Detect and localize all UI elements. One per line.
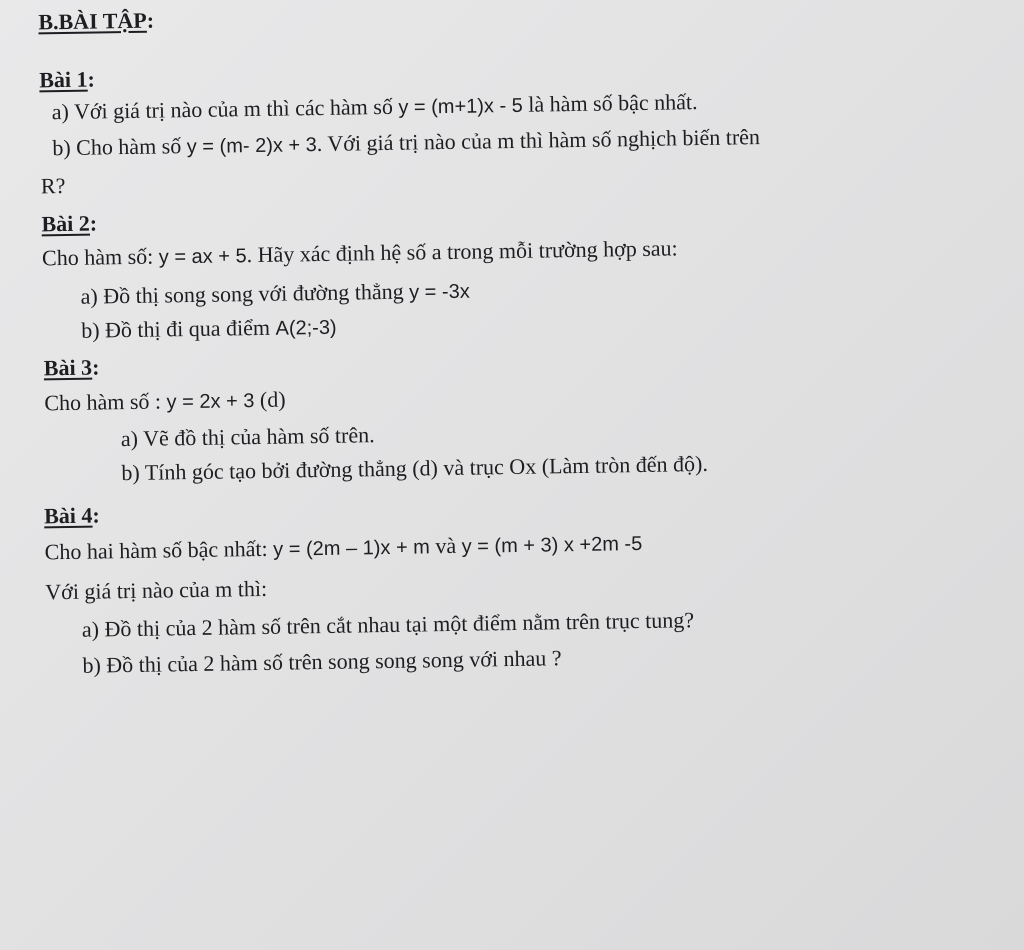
bai3-intro-math: y = 2x + 3 [166,390,255,414]
bai3-heading-colon: : [91,354,100,380]
bai4-heading-text: Bài 4 [43,502,93,529]
bai2-b-math: A(2;-3) [275,316,337,340]
bai1-b-prefix: b) Cho hàm số [52,133,187,161]
bai4-heading-colon: : [92,502,100,528]
bai2-a-math: y = -3x [408,280,470,304]
bai4-heading [44,502,100,529]
bai3-heading [44,354,100,381]
bai2-part-a [80,278,469,311]
bai1-b-math: y = (m- 2)x + 3 [186,134,317,159]
bai4-question: Với giá trị nào của m thì: [45,575,268,605]
bai3-part-b: b) Tính góc tạo bởi đường thẳng (d) và trục Ox (Làm tròn đến độ). [121,450,709,486]
bai4-intro-mid: và [429,532,462,559]
bai1-part-b-continued: R? [40,172,66,199]
section-title-colon: : [146,7,155,33]
bai3-part-a: a) Vẽ đồ thị của hàm số trên. [120,422,375,452]
bai2-b-prefix: b) Đồ thị đi qua điểm [81,314,276,343]
bai1-b-suffix: . Với giá trị nào của m thì hàm số nghịch biến trên [316,124,761,157]
bai2-a-prefix: a) Đồ thị song song với đường thẳng [80,278,410,309]
bai2-intro [42,235,678,272]
bai1-a-suffix: là hàm số bậc nhất. [522,89,698,117]
bai2-intro-math: y = ax + 5 [158,245,247,269]
bai1-part-a [52,89,698,126]
bai3-intro-prefix: Cho hàm số : [44,388,167,416]
bai2-heading [41,211,97,238]
bai1-a-prefix: a) Với giá trị nào của m thì các hàm số [51,93,399,125]
bai1-heading-text: Bài 1 [39,66,88,93]
section-title [38,8,154,36]
bai1-heading-colon: : [87,66,96,92]
bai3-intro [44,387,286,418]
bai4-intro-prefix: Cho hai hàm số bậc nhất: [44,535,274,565]
bai2-part-b [81,314,337,345]
bai2-intro-prefix: Cho hàm số: [41,243,159,271]
bai4-part-b: b) Đồ thị của 2 hàm số trên song song song với nhau ? [82,645,562,678]
bai1-part-b [52,124,760,162]
bai1-a-math: y = (m+1)x - 5 [398,94,524,119]
bai4-part-a: a) Đồ thị của 2 hàm số trên cắt nhau tại một điểm nằm trên trục tung? [81,607,695,642]
bai3-heading-text: Bài 3 [43,354,93,381]
section-title-text: B.BÀI TẬP [38,7,147,35]
bai3-intro-suffix: (d) [254,386,286,413]
bai1-heading [39,67,95,94]
bai2-intro-suffix: . Hãy xác định hệ số a trong mỗi trường hợp sau: [246,235,678,268]
bai2-heading-colon: : [89,210,98,236]
bai2-heading-text: Bài 2 [41,210,91,237]
bai4-intro-math1: y = (2m – 1)x + m [273,536,431,561]
bai4-intro-math2: y = (m + 3) x +2m -5 [461,532,643,558]
bai4-intro [44,530,642,566]
